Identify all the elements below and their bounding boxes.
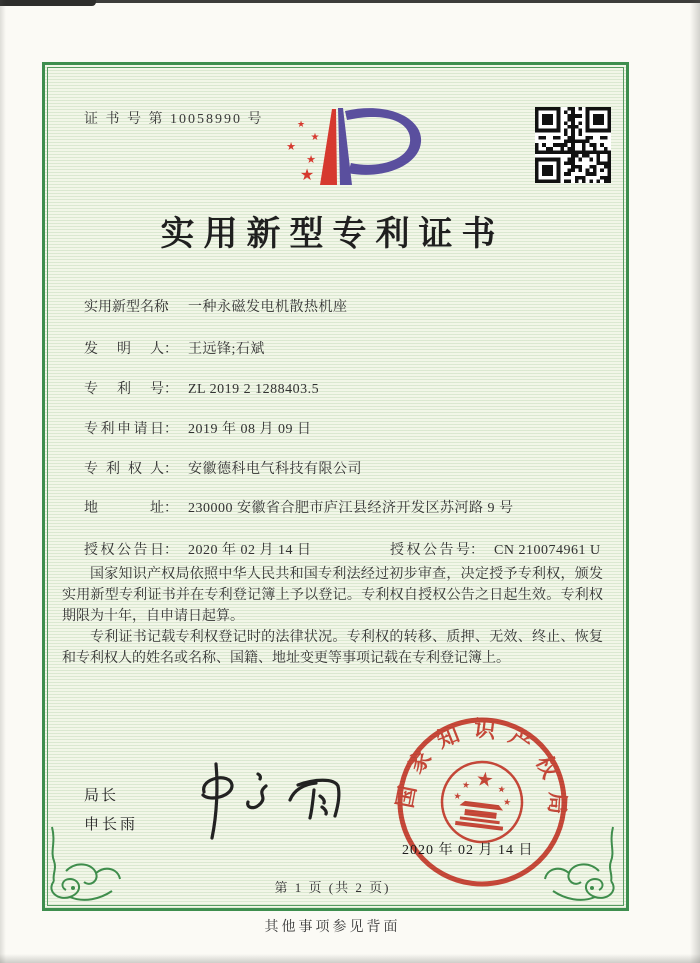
star-icon: ★ [299, 167, 315, 184]
qr-code [535, 107, 611, 183]
scan-edge-top-blob [0, 0, 96, 6]
back-note: 其他事项参见背面 [264, 920, 401, 935]
signature-stroke [212, 764, 217, 838]
field-label: 授权公告日 [84, 543, 164, 558]
field-label: 发明人 [84, 342, 164, 357]
field-value: 2019 年 08 月 09 日 [188, 422, 312, 437]
field-colon: ： [164, 382, 178, 397]
star-icon: ★ [497, 783, 507, 795]
signature-stroke [248, 786, 266, 808]
field-label: 专利号 [84, 382, 164, 397]
field-grant-no-group [390, 539, 601, 559]
field-row-patentee [84, 458, 362, 478]
star-icon: ★ [474, 768, 495, 793]
field-label: 实用新型名称 [84, 300, 168, 315]
official-seal [384, 704, 580, 900]
legal-text-section [62, 564, 603, 669]
star-icon: ★ [310, 132, 320, 143]
field-value: 一种永磁发电机散热机座 [188, 300, 348, 315]
field-value: 230000 安徽省合肥市庐江县经济开发区苏河路 9 号 [188, 501, 514, 516]
seal-agency-text [392, 707, 580, 829]
signature-stroke [310, 790, 314, 818]
field-value: 王远锋;石斌 [188, 342, 265, 357]
national-emblem-icon [437, 757, 526, 846]
signature-handwriting-icon [186, 758, 366, 843]
star-icon: ★ [286, 141, 296, 153]
star-icon: ★ [452, 790, 463, 802]
scan-edge-top [0, 0, 700, 3]
field-colon: ： [164, 300, 178, 315]
seal-agency-textpath: 国家知识产权局 [392, 715, 571, 827]
star-icon: ★ [296, 119, 306, 129]
field-row-grant [84, 539, 644, 559]
field-colon: ： [164, 342, 178, 357]
field-value: 安徽德科电气科技有限公司 [188, 462, 362, 477]
field-label: 地址 [84, 501, 164, 516]
field-colon: ： [164, 462, 178, 477]
logo-bowl [345, 108, 421, 175]
star-icon: ★ [306, 154, 316, 166]
field-colon: ： [164, 422, 178, 437]
seal-date: 2020 年 02 月 14 日 [402, 843, 534, 858]
body-paragraph-2: 专利证书记载专利权登记时的法律状况。专利权的转移、质押、无效、终止、恢复和专利权人的姓名或名称、国籍、地址变更等事项记载在专利登记簿上。 [62, 630, 603, 666]
field-row-name [84, 296, 348, 316]
signature-stroke [322, 807, 326, 814]
star-icon: ★ [461, 779, 471, 791]
field-row-inventor [84, 338, 265, 358]
logo-stem-red [320, 109, 337, 185]
field-value: CN 210074961 U [494, 543, 601, 558]
field-row-filing-date [84, 418, 312, 438]
field-value: ZL 2019 2 1288403.5 [188, 382, 320, 397]
scan-edge-right [690, 0, 700, 963]
star-icon: ★ [502, 796, 512, 808]
signature-stroke [258, 774, 260, 779]
certificate-title: 实用新型专利证书 [160, 216, 505, 253]
emblem-gate-roof [459, 800, 503, 810]
scan-edge-left [0, 0, 6, 963]
officer-name: 申长雨 [84, 817, 139, 833]
field-label: 专利申请日 [84, 422, 164, 437]
field-value: 2020 年 02 月 14 日 [188, 543, 312, 558]
field-label: 专利权人 [84, 462, 164, 477]
cnipa-logo-icon [270, 102, 430, 190]
scan-edge-bottom [0, 954, 700, 963]
page-number: 第 1 页 (共 2 页) [274, 880, 391, 895]
logo-stem-purple [338, 108, 352, 185]
field-row-address [84, 497, 514, 517]
signature-stroke [320, 796, 324, 803]
officer-title: 局长 [84, 788, 119, 804]
field-row-patent-no [84, 378, 319, 398]
body-paragraph-1: 国家知识产权局依照中华人民共和国专利法经过初步审查，决定授予专利权，颁发实用新型专利证书并在专利登记簿上予以登记。专利权自授权公告之日起生效。专利权期限为十年，自申请日起算。 [62, 567, 603, 624]
certificate-number: 证 书 号 第 10058990 号 [84, 112, 264, 127]
field-colon: ： [470, 543, 484, 558]
field-colon: ： [164, 501, 178, 516]
field-label: 授权公告号 [390, 543, 470, 558]
emblem-gate-body [464, 809, 496, 819]
field-colon: ： [164, 543, 178, 558]
